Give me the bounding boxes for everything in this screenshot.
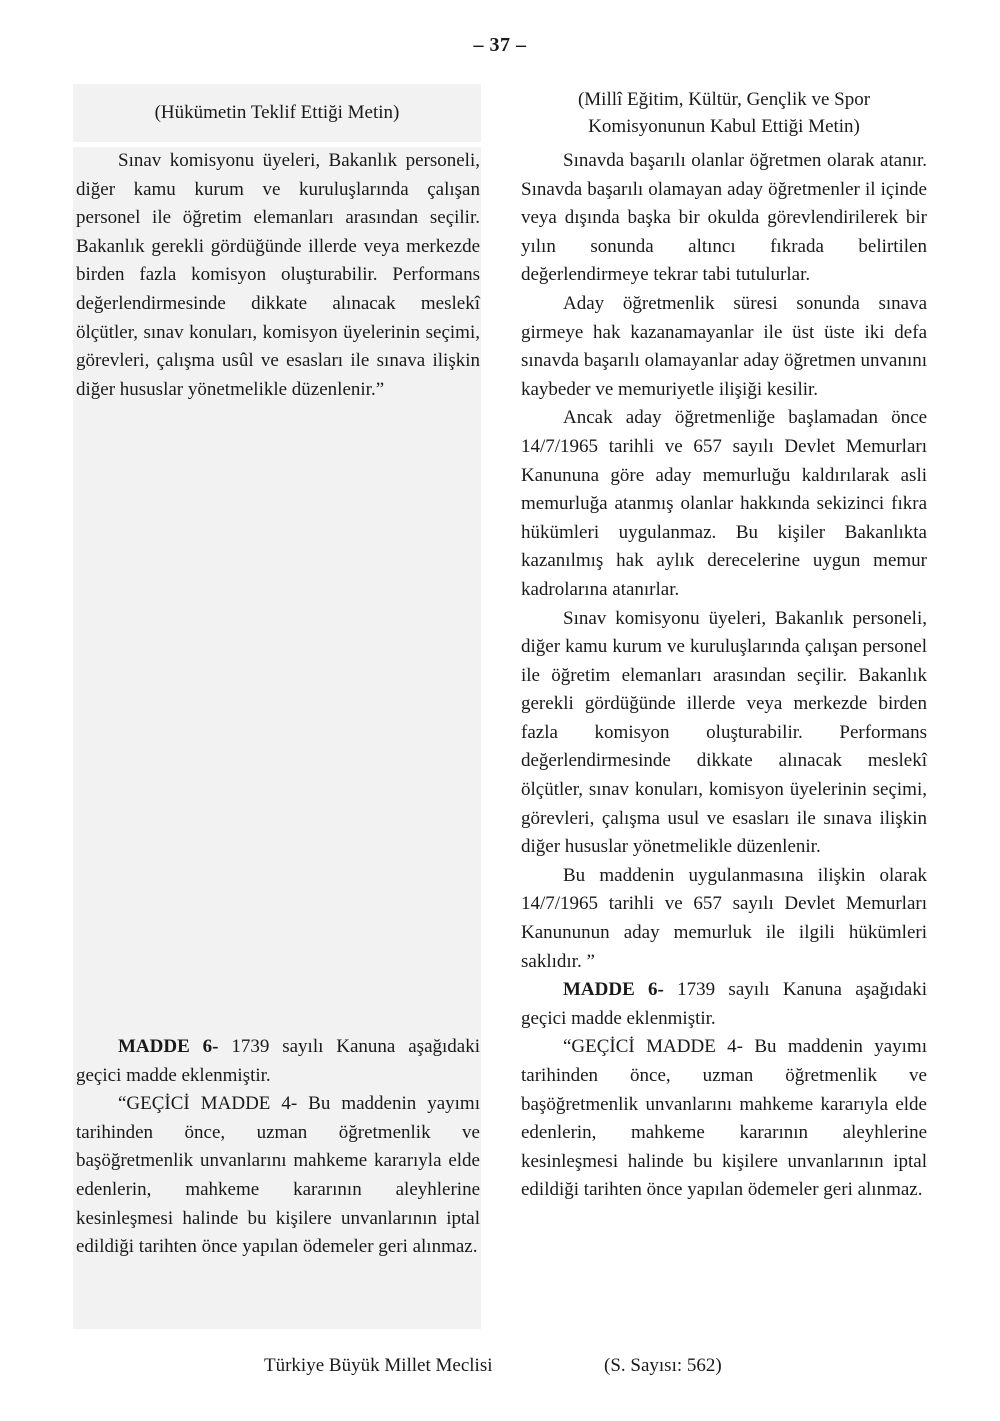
left-article-paragraph	[76, 1033, 480, 1090]
right-paragraph: Bu maddenin uygulanmasına ilişkin olarak 14/7/1965 tarihli ve 657 sayılı Devlet Memurları Kanununun aday memurluk ile ilgili hükümleri saklıdır. ”	[521, 864, 927, 972]
left-article-quote: “GEÇİCİ MADDE 4- Bu maddenin yayımı tarihinden önce, uzman öğretmenlik ve başöğretmenlik unvanlarını mahkeme kararıyla elde edenlerin, mahkeme kararının aleyhlerine kesinleşmesi halinde bu kişilere unvanlarının iptal edildiği tarihten önce yapılan ödemeler geri alınmaz.	[76, 1093, 480, 1258]
right-column-header-line1: (Millî Eğitim, Kültür, Gençlik ve Spor	[577, 89, 871, 110]
left-article-text: 1739 sayılı Kanuna aşağıdaki geçici madde eklenmiştir.	[76, 1036, 480, 1086]
right-article-text: 1739 sayılı Kanuna aşağıdaki geçici madde eklenmiştir.	[521, 979, 927, 1029]
footer-issue-number: (S. Sayısı: 562)	[604, 1355, 722, 1376]
right-column-header	[508, 86, 940, 140]
right-column-header-line2: Komisyonunun Kabul Ettiği Metin)	[588, 116, 860, 137]
left-paragraph: Sınav komisyonu üyeleri, Bakanlık personeli, diğer kamu kurum ve kuruluşlarında çalışan personel ile öğretim elemanları arasından seçilir. Bakanlık gerekli gördüğünde illerde veya merkezde birden fazla komisyon oluşturabilir. Performans değerlendirmesinde dikkate alınacak meslekî ölçütler, sınav konuları, komisyon üyelerinin seçimi, görevleri, çalışma usûl ve esasları ile sınava ilişkin diğer hususlar yönetmelikle düzenlenir.”	[76, 150, 480, 400]
right-paragraph: Aday öğretmenlik süresi sonunda sınava girmeye hak kazanamayanlar ile üst üste iki defa sınavda başarılı olamayanlar aday öğretmen unvanını kaybeder ve memuriyetle ilişiği kesilir.	[521, 292, 927, 400]
right-article-label: MADDE 6-	[563, 979, 664, 1001]
left-column	[73, 147, 481, 1329]
left-column-header	[73, 84, 481, 142]
left-column-header-text: (Hükümetin Teklif Ettiği Metin)	[154, 102, 400, 123]
footer-institution: Türkiye Büyük Millet Meclisi	[264, 1355, 493, 1376]
left-column-intro	[76, 147, 480, 404]
right-article-paragraph	[521, 976, 927, 1033]
right-column	[521, 147, 927, 1205]
right-paragraph: Sınav komisyonu üyeleri, Bakanlık personeli, diğer kamu kurum ve kuruluşlarında çalışan personel ile öğretim elemanları arasından seçilir. Bakanlık gerekli gördüğünde illerde veya merkezde birden fazla komisyon oluşturabilir. Performans değerlendirmesinde dikkate alınacak meslekî ölçütler, sınav konuları, komisyon üyelerinin seçimi, görevleri, çalışma usul ve esasları ile sınava ilişkin diğer hususlar yönetmelikle düzenlenir.	[521, 607, 927, 858]
page-number: – 37 –	[473, 34, 527, 56]
right-paragraph: Ancak aday öğretmenliğe başlamadan önce 14/7/1965 tarihli ve 657 sayılı Devlet Memurları Kanununa göre aday memurluğu kaldırılarak asli memurluğa atanmış olanlar hakkında sekizinci fıkra hükümleri uygulanmaz. Bu kişiler Bakanlıkta kazanılmış hak aylık derecelerine uygun memur kadrolarına atanırlar.	[521, 407, 927, 600]
left-article-label: MADDE 6-	[118, 1036, 219, 1057]
right-article-quote: “GEÇİCİ MADDE 4- Bu maddenin yayımı tarihinden önce, uzman öğretmenlik ve başöğretmenlik unvanlarını mahkeme kararıyla elde edenlerin, mahkeme kararının aleyhlerine kesinleşmesi halinde bu kişilere unvanlarının iptal edildiği tarihten önce yapılan ödemeler geri alınmaz.	[521, 1036, 927, 1201]
left-column-article	[76, 1033, 480, 1262]
right-paragraph: Sınavda başarılı olanlar öğretmen olarak atanır. Sınavda başarılı olamayan aday öğretmenler il içinde veya dışında başka bir okulda görevlendirilerek bir yılın sonunda altıncı fıkrada belirtilen değerlendirmeye tekrar tabi tutulurlar.	[521, 150, 927, 286]
